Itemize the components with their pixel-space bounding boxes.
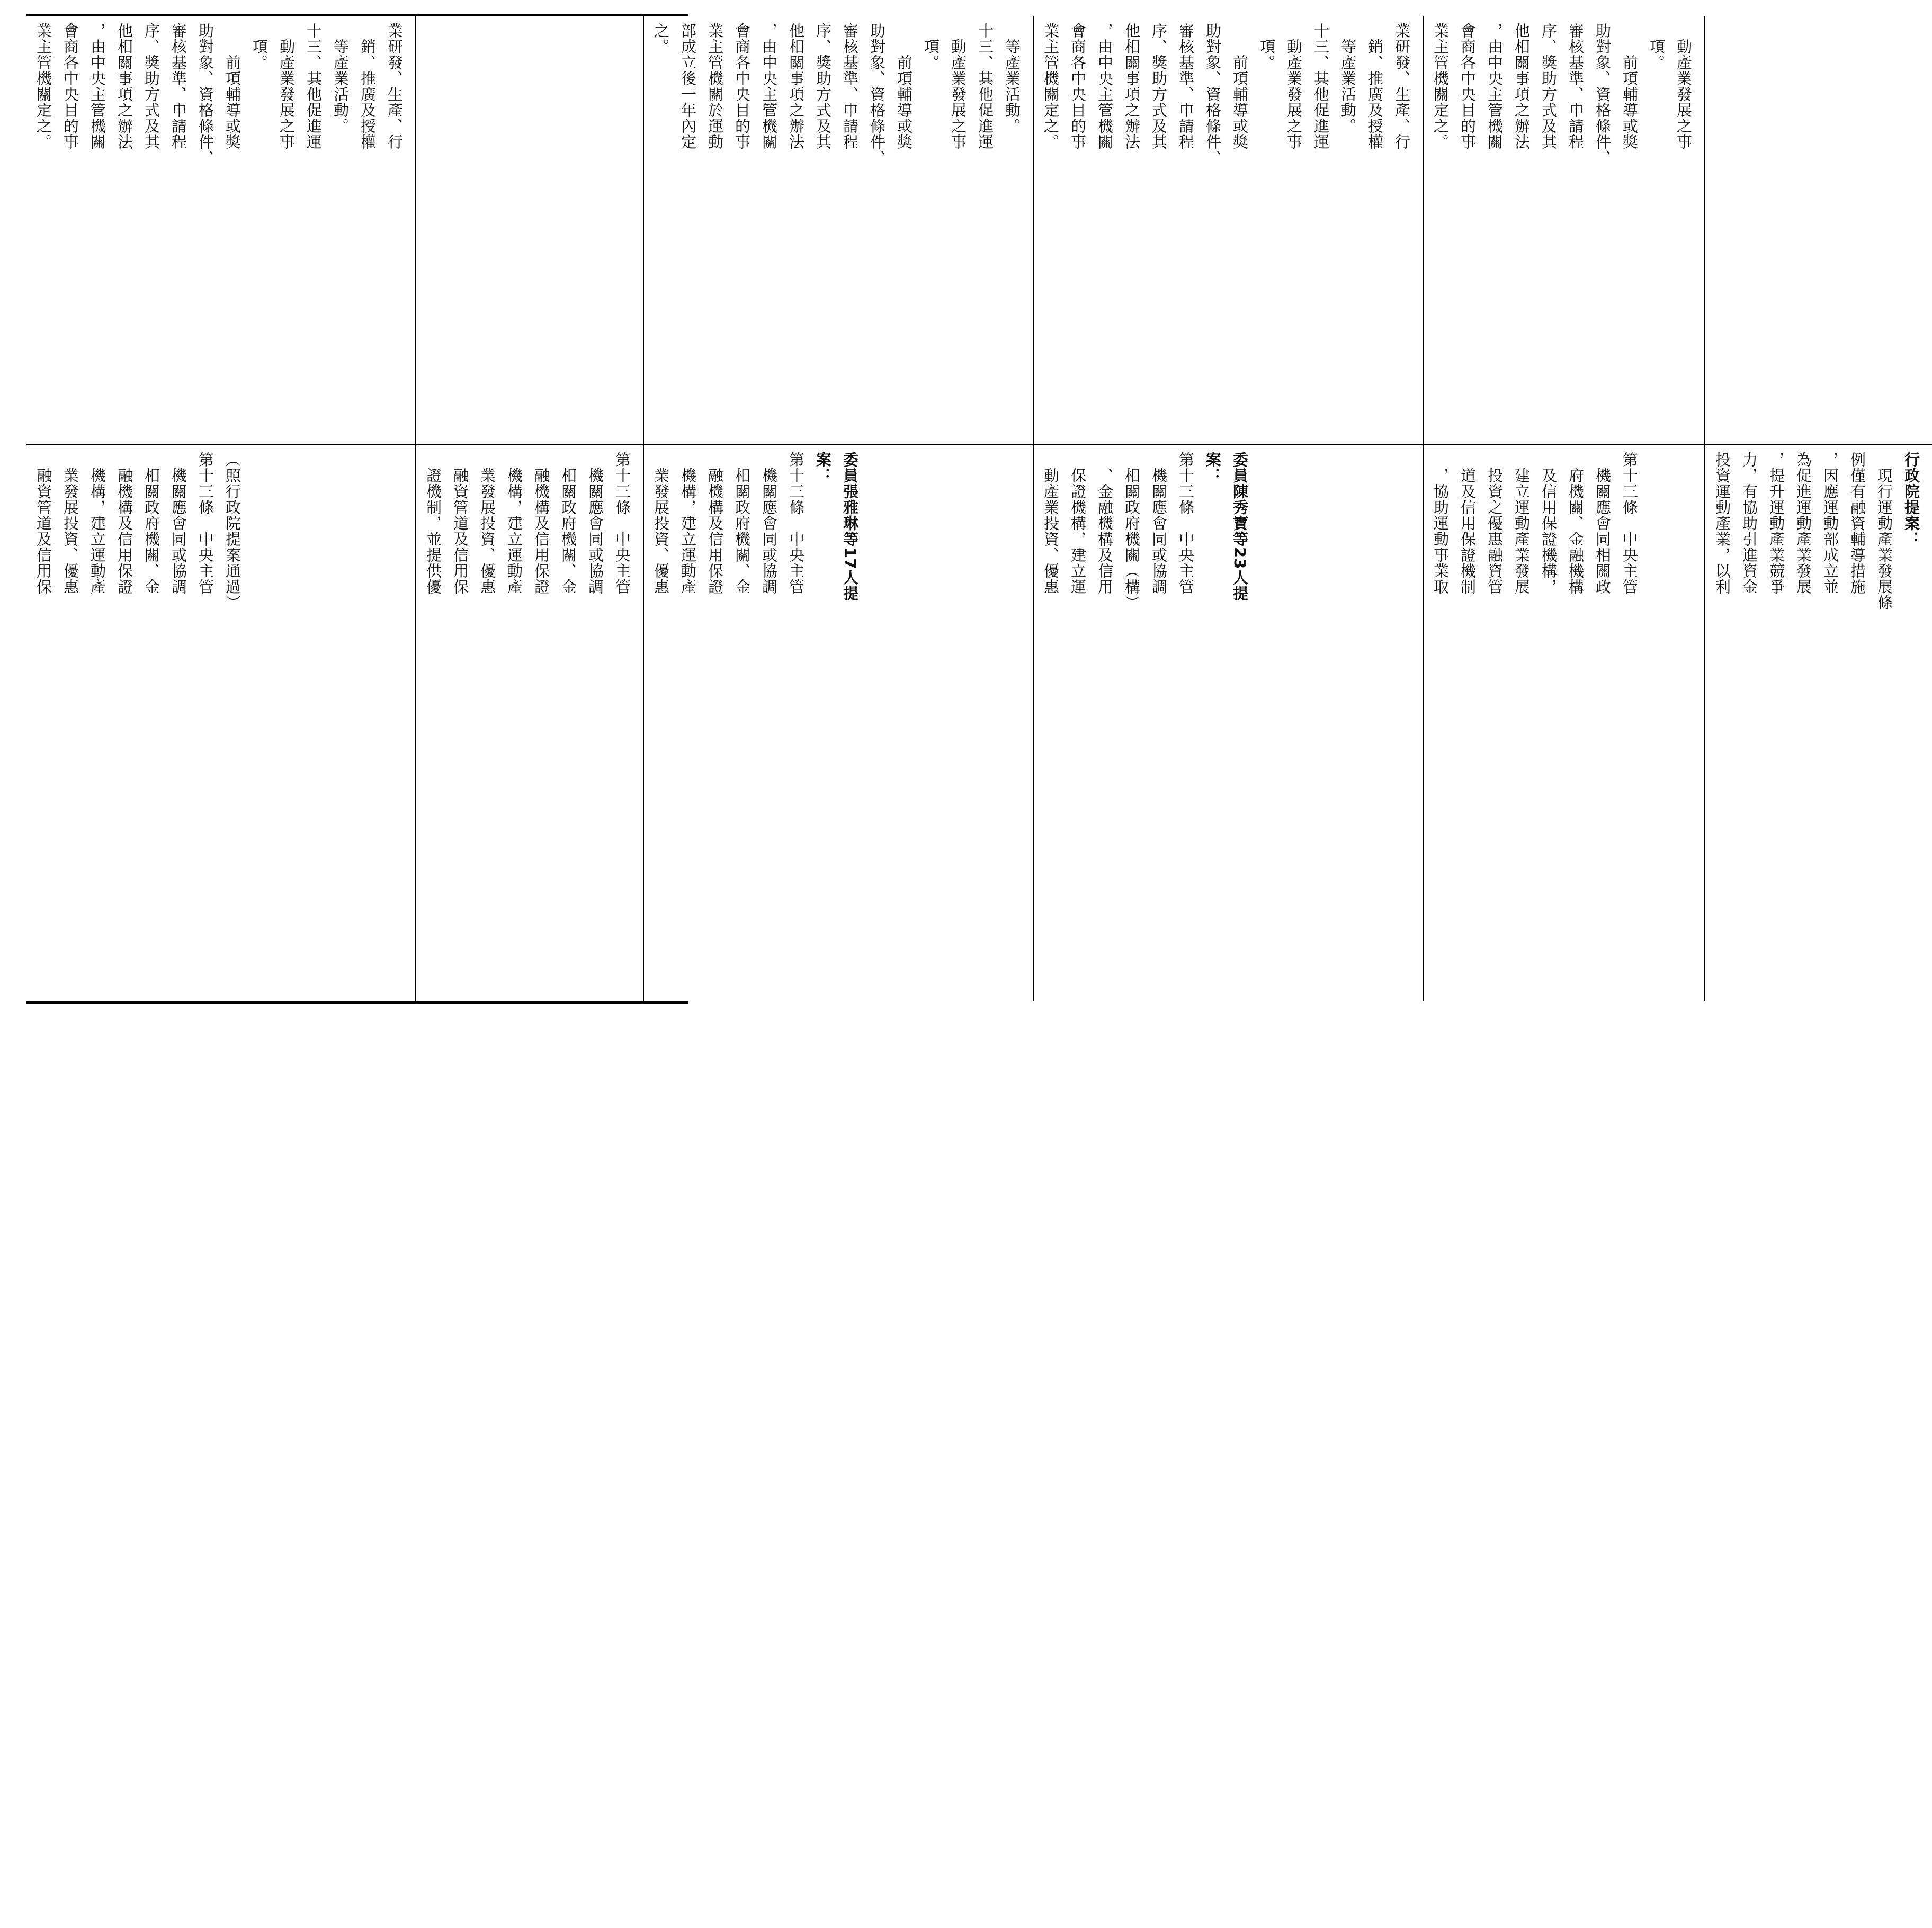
text-line: 前項輔導或獎	[1621, 23, 1639, 150]
text-line: 項。	[1258, 23, 1276, 70]
table-cell	[1705, 445, 1932, 1001]
text-line: 前項輔導或獎	[895, 23, 913, 150]
text-line: 十三、其他促進運	[305, 23, 323, 150]
text-line: 相關政府機關（構）	[1123, 452, 1141, 611]
text-line: ，由中央主管機關	[760, 23, 778, 150]
text-line: 會商各中央目的事	[1069, 23, 1087, 150]
text-line: 為促進運動產業發展	[1794, 452, 1812, 595]
text-line: 業發展投資、優惠	[478, 452, 496, 595]
text-line: 投資運動產業，以利	[1713, 452, 1731, 595]
text-line: 及信用保證機構，	[1540, 452, 1558, 595]
text-line: ，由中央主管機關	[1486, 23, 1504, 150]
text-line: 動產業投資、優惠	[1042, 452, 1060, 595]
text-line: 機關應會同或協調	[169, 452, 187, 595]
text-line: 現行運動產業發展條	[1875, 452, 1893, 611]
text-line: 建立運動產業發展	[1513, 452, 1531, 595]
text-line: 行政院提案：	[1902, 452, 1920, 547]
text-line: 機構，建立運動產	[505, 452, 523, 595]
text-line: 銷、推廣及授權	[359, 23, 377, 150]
cell-text	[1037, 23, 1415, 438]
text-line: 相關政府機關、金	[559, 452, 577, 595]
text-line: 業研發、生產、行	[1393, 23, 1411, 150]
text-line: 項。	[1648, 23, 1666, 70]
table-cell	[26, 445, 416, 1001]
table-cell	[1705, 16, 1932, 445]
text-line: 序、獎助方式及其	[1540, 23, 1558, 150]
text-line: 機構，建立運動產	[679, 452, 697, 595]
text-line: 項。	[922, 23, 940, 70]
cell-text	[1709, 452, 1925, 995]
cell-text	[647, 23, 1025, 438]
cell-text	[30, 452, 246, 995]
text-line: 審核基準、申請程	[1567, 23, 1585, 150]
text-line: 等產業活動。	[1339, 23, 1357, 134]
text-line: 前項輔導或獎	[223, 23, 241, 150]
cell-text	[1427, 452, 1643, 995]
text-line: 融機構及信用保證	[115, 452, 133, 595]
text-line: 十三、其他促進運	[976, 23, 994, 150]
text-line: 等產業活動。	[332, 23, 350, 134]
text-line: 第十三條 中央主管	[613, 452, 631, 595]
text-line: 融資管道及信用保	[451, 452, 469, 595]
text-line: 會商各中央目的事	[1459, 23, 1477, 150]
text-line: 府機關、金融機構	[1567, 452, 1585, 595]
text-line: 動產業發展之事	[278, 23, 296, 150]
text-line: 業發展投資、優惠	[61, 452, 79, 595]
text-line: 相關政府機關、金	[142, 452, 160, 595]
text-line: 助對象、資格條件、	[868, 23, 886, 166]
text-line: 助對象、資格條件、	[196, 23, 214, 166]
text-line: 審核基準、申請程	[1177, 23, 1195, 150]
table-cell	[644, 16, 1034, 445]
cell-text	[1427, 23, 1697, 438]
text-line: 保證機構，建立運	[1069, 452, 1087, 595]
text-line: 動產業發展之事	[1285, 23, 1303, 150]
table-cell	[1034, 16, 1424, 445]
text-line: 動產業發展之事	[949, 23, 967, 150]
text-line: 前項輔導或獎	[1231, 23, 1249, 150]
text-line: 機關應會同或協調	[1150, 452, 1168, 595]
cell-text	[647, 452, 863, 995]
text-line: 委員陳秀寶等23人提	[1231, 452, 1249, 602]
table-cell	[416, 16, 644, 445]
text-line: （照行政院提案通過）	[223, 452, 241, 611]
text-line: 序、獎助方式及其	[142, 23, 160, 150]
text-line: 項。	[251, 23, 269, 70]
text-line: 他相關事項之辦法	[1513, 23, 1531, 150]
text-line: 證機制，並提供優	[424, 452, 442, 595]
text-line: 序、獎助方式及其	[814, 23, 832, 150]
text-line: 審核基準、申請程	[169, 23, 187, 150]
text-line: 助對象、資格條件、	[1594, 23, 1612, 166]
table-cell	[1034, 445, 1424, 1001]
text-line: 業主管機關定之。	[34, 23, 52, 150]
text-line: 融資管道及信用保	[34, 452, 52, 595]
text-line: ，因應運動部成立並	[1821, 452, 1839, 595]
text-line: 案：	[1204, 452, 1222, 483]
cell-text	[419, 452, 636, 995]
text-line: 力，有協助引進資金	[1740, 452, 1758, 595]
text-line: 機關應會同或協調	[760, 452, 778, 595]
text-line: 相關政府機關、金	[733, 452, 751, 595]
text-line: 之。	[652, 23, 670, 55]
text-line: 業主管機關定之。	[1432, 23, 1450, 150]
text-line: 融機構及信用保證	[532, 452, 550, 595]
text-line: 業發展投資、優惠	[652, 452, 670, 595]
text-line: ，由中央主管機關	[88, 23, 106, 150]
text-line: 他相關事項之辦法	[115, 23, 133, 150]
text-line: 委員張雅琳等17人提	[841, 452, 859, 602]
text-line: 第十三條 中央主管	[1177, 452, 1195, 595]
table-cell	[26, 16, 416, 445]
text-line: 機構，建立運動產	[88, 452, 106, 595]
text-line: 投資之優惠融資管	[1486, 452, 1504, 595]
text-line: ，提升運動產業競爭	[1767, 452, 1785, 595]
text-line: 序、獎助方式及其	[1150, 23, 1168, 150]
text-line: 會商各中央目的事	[733, 23, 751, 150]
text-line: 第十三條 中央主管	[787, 452, 805, 595]
text-line: 十三、其他促進運	[1312, 23, 1330, 150]
text-line: 融機構及信用保證	[706, 452, 724, 595]
table-cell	[1424, 16, 1705, 445]
text-line: 道及信用保證機制	[1459, 452, 1477, 595]
cell-text	[1037, 452, 1253, 995]
table-cell	[644, 445, 1034, 1001]
text-line: 例僅有融資輔導措施	[1848, 452, 1866, 595]
text-line: 會商各中央目的事	[61, 23, 79, 150]
text-line: 業主管機關定之。	[1042, 23, 1060, 150]
text-line: 等產業活動。	[1003, 23, 1021, 134]
text-line: ，由中央主管機關	[1096, 23, 1114, 150]
text-line: 案：	[814, 452, 832, 483]
text-line: 機關應會同相關政	[1594, 452, 1612, 595]
text-line: 機關應會同或協調	[586, 452, 604, 595]
comparison-table	[26, 14, 1920, 1004]
text-line: 第十三條 中央主管	[196, 452, 214, 595]
text-line: 動產業發展之事	[1675, 23, 1693, 150]
text-line: 他相關事項之辦法	[1123, 23, 1141, 150]
text-line: 助對象、資格條件、	[1204, 23, 1222, 166]
text-line: 銷、推廣及授權	[1366, 23, 1384, 150]
text-line: 審核基準、申請程	[841, 23, 859, 150]
text-line: 業主管機關於運動	[706, 23, 724, 150]
table-cell	[416, 445, 644, 1001]
table-cell	[1424, 445, 1705, 1001]
text-line: 第十三條 中央主管	[1621, 452, 1639, 595]
text-line: 業研發、生產、行	[386, 23, 404, 150]
text-line: 、金融機構及信用	[1096, 452, 1114, 595]
text-line: 他相關事項之辦法	[787, 23, 805, 150]
text-line: ，協助運動事業取	[1432, 452, 1450, 595]
cell-text	[30, 23, 408, 438]
text-line: 部成立後一年內定	[679, 23, 697, 150]
